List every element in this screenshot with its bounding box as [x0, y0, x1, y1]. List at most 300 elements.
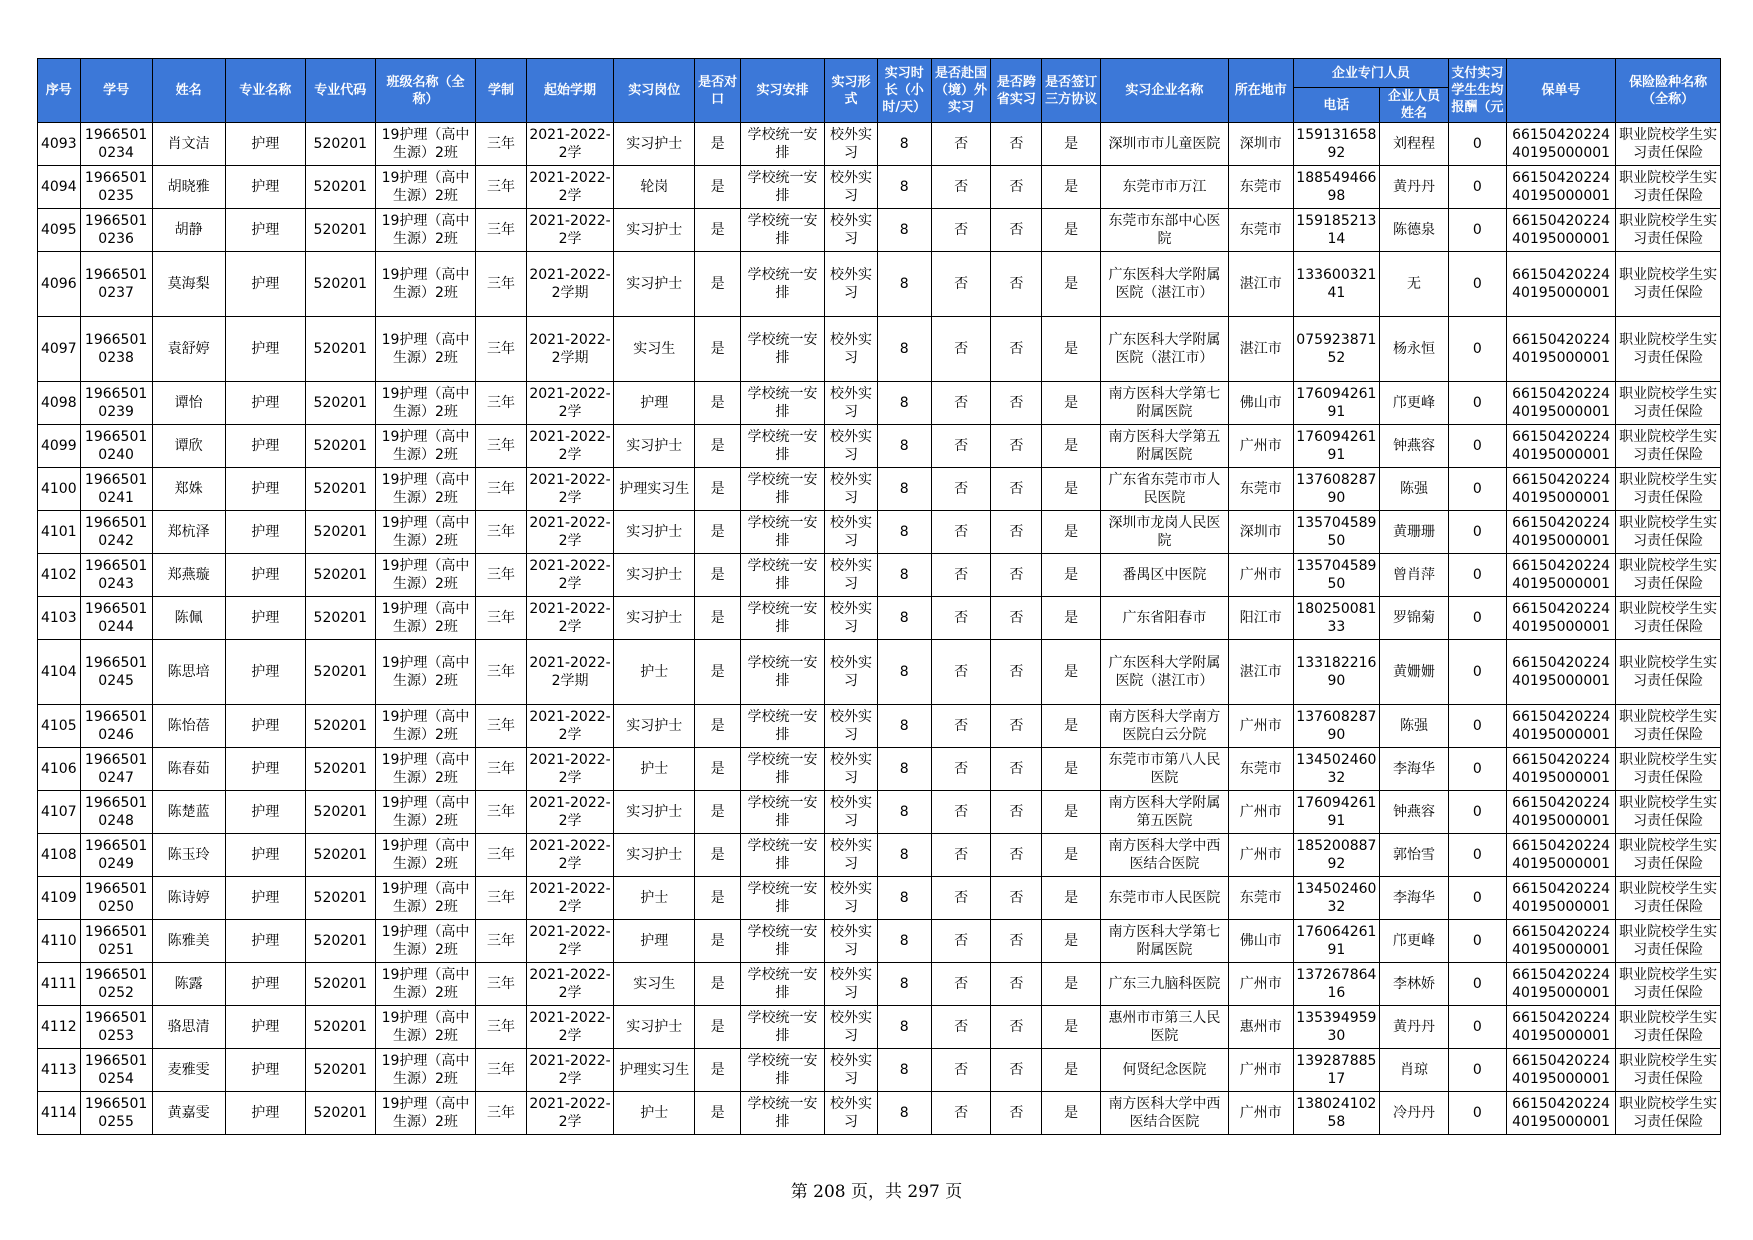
cell-duration: 三年: [476, 468, 527, 511]
cell-phone: 17606426191: [1293, 920, 1379, 963]
cell-form: 校外实习: [825, 1006, 878, 1049]
cell-abroad: 否: [931, 511, 991, 554]
cell-match: 是: [695, 511, 741, 554]
cell-form: 校外实习: [825, 166, 878, 209]
cell-staff-name: 黄珊珊: [1379, 511, 1448, 554]
cell-arrange: 学校统一安排: [740, 1092, 824, 1135]
cell-policy: 6615042022440195000001: [1506, 425, 1616, 468]
cell-cross-province: 否: [991, 317, 1042, 382]
table-row: [38, 317, 1721, 382]
cell-city: 佛山市: [1228, 382, 1293, 425]
cell-hours: 8: [877, 963, 931, 1006]
cell-staff-name: 邝更峰: [1379, 920, 1448, 963]
cell-tripartite: 是: [1042, 963, 1101, 1006]
cell-cross-province: 否: [991, 597, 1042, 640]
cell-tripartite: 是: [1042, 166, 1101, 209]
cell-seq: 4102: [38, 554, 81, 597]
cell-phone: 13928788517: [1293, 1049, 1379, 1092]
cell-match: 是: [695, 877, 741, 920]
cell-seq: 4096: [38, 252, 81, 317]
cell-pay: 0: [1448, 511, 1506, 554]
cell-tripartite: 是: [1042, 1092, 1101, 1135]
cell-hours: 8: [877, 920, 931, 963]
cell-city: 广州市: [1228, 1092, 1293, 1135]
cell-start-term: 2021-2022-2学: [526, 597, 613, 640]
cell-seq: 4105: [38, 705, 81, 748]
table-row: [38, 705, 1721, 748]
cell-staff-name: 曾肖萍: [1379, 554, 1448, 597]
cell-post: 实习护士: [614, 425, 695, 468]
cell-post: 护士: [614, 877, 695, 920]
cell-duration: 三年: [476, 1049, 527, 1092]
cell-cross-province: 否: [991, 468, 1042, 511]
cell-post: 实习护士: [614, 554, 695, 597]
cell-form: 校外实习: [825, 920, 878, 963]
cell-class: 19护理（高中生源）2班: [375, 1049, 475, 1092]
cell-major-code: 520201: [305, 791, 375, 834]
cell-company: 南方医科大学第五附属医院: [1101, 425, 1229, 468]
cell-name: 谭欣: [152, 425, 225, 468]
header-city: 所在地市: [1228, 59, 1293, 123]
cell-pay: 0: [1448, 382, 1506, 425]
cell-major: 护理: [225, 1006, 305, 1049]
cell-pay: 0: [1448, 1006, 1506, 1049]
cell-major: 护理: [225, 1092, 305, 1135]
cell-name: 郑姝: [152, 468, 225, 511]
cell-student-id: 19665010248: [80, 791, 152, 834]
cell-insurance: 职业院校学生实习责任保险: [1616, 963, 1721, 1006]
cell-pay: 0: [1448, 468, 1506, 511]
cell-seq: 4101: [38, 511, 81, 554]
table-row: [38, 468, 1721, 511]
cell-class: 19护理（高中生源）2班: [375, 425, 475, 468]
cell-start-term: 2021-2022-2学: [526, 209, 613, 252]
cell-abroad: 否: [931, 834, 991, 877]
cell-start-term: 2021-2022-2学期: [526, 317, 613, 382]
cell-policy: 6615042022440195000001: [1506, 252, 1616, 317]
cell-phone: 15918521314: [1293, 209, 1379, 252]
cell-start-term: 2021-2022-2学: [526, 834, 613, 877]
cell-duration: 三年: [476, 123, 527, 166]
cell-phone: 18854946698: [1293, 166, 1379, 209]
cell-seq: 4112: [38, 1006, 81, 1049]
cell-tripartite: 是: [1042, 791, 1101, 834]
cell-company: 广东三九脑科医院: [1101, 963, 1229, 1006]
cell-city: 东莞市: [1228, 209, 1293, 252]
cell-staff-name: 郭怡雪: [1379, 834, 1448, 877]
cell-company: 南方医科大学中西医结合医院: [1101, 1092, 1229, 1135]
cell-insurance: 职业院校学生实习责任保险: [1616, 640, 1721, 705]
cell-form: 校外实习: [825, 640, 878, 705]
cell-pay: 0: [1448, 554, 1506, 597]
table-row: [38, 834, 1721, 877]
cell-city: 惠州市: [1228, 1006, 1293, 1049]
cell-hours: 8: [877, 123, 931, 166]
cell-major-code: 520201: [305, 1092, 375, 1135]
cell-pay: 0: [1448, 1092, 1506, 1135]
cell-tripartite: 是: [1042, 640, 1101, 705]
cell-hours: 8: [877, 209, 931, 252]
cell-arrange: 学校统一安排: [740, 597, 824, 640]
cell-policy: 6615042022440195000001: [1506, 597, 1616, 640]
cell-hours: 8: [877, 554, 931, 597]
cell-class: 19护理（高中生源）2班: [375, 920, 475, 963]
cell-cross-province: 否: [991, 877, 1042, 920]
cell-abroad: 否: [931, 1092, 991, 1135]
cell-student-id: 19665010252: [80, 963, 152, 1006]
cell-major-code: 520201: [305, 123, 375, 166]
cell-form: 校外实习: [825, 382, 878, 425]
cell-major: 护理: [225, 468, 305, 511]
cell-staff-name: 陈强: [1379, 705, 1448, 748]
cell-start-term: 2021-2022-2学: [526, 468, 613, 511]
cell-abroad: 否: [931, 748, 991, 791]
cell-hours: 8: [877, 877, 931, 920]
cell-phone: 13760828790: [1293, 705, 1379, 748]
cell-hours: 8: [877, 511, 931, 554]
page-footer: 第 208 页，共 297 页: [790, 1182, 963, 1202]
header-phone: 电话: [1293, 88, 1379, 123]
cell-insurance: 职业院校学生实习责任保险: [1616, 382, 1721, 425]
cell-post: 护士: [614, 748, 695, 791]
cell-start-term: 2021-2022-2学: [526, 554, 613, 597]
cell-student-id: 19665010244: [80, 597, 152, 640]
cell-insurance: 职业院校学生实习责任保险: [1616, 123, 1721, 166]
cell-seq: 4100: [38, 468, 81, 511]
cell-city: 深圳市: [1228, 123, 1293, 166]
cell-cross-province: 否: [991, 1049, 1042, 1092]
cell-major: 护理: [225, 640, 305, 705]
cell-student-id: 19665010240: [80, 425, 152, 468]
header-abroad: 是否赴国（境）外实习: [931, 59, 991, 123]
cell-start-term: 2021-2022-2学: [526, 791, 613, 834]
cell-duration: 三年: [476, 1092, 527, 1135]
cell-hours: 8: [877, 1092, 931, 1135]
cell-seq: 4107: [38, 791, 81, 834]
cell-class: 19护理（高中生源）2班: [375, 554, 475, 597]
cell-phone: 13570458950: [1293, 511, 1379, 554]
cell-match: 是: [695, 425, 741, 468]
cell-match: 是: [695, 963, 741, 1006]
cell-match: 是: [695, 209, 741, 252]
cell-tripartite: 是: [1042, 382, 1101, 425]
cell-phone: 13450246032: [1293, 748, 1379, 791]
cell-insurance: 职业院校学生实习责任保险: [1616, 1049, 1721, 1092]
cell-duration: 三年: [476, 1006, 527, 1049]
table-row: [38, 1092, 1721, 1135]
table-row: [38, 791, 1721, 834]
cell-hours: 8: [877, 425, 931, 468]
cell-staff-name: 黄丹丹: [1379, 1006, 1448, 1049]
header-match: 是否对口: [695, 59, 741, 123]
cell-policy: 6615042022440195000001: [1506, 209, 1616, 252]
cell-abroad: 否: [931, 209, 991, 252]
cell-post: 护士: [614, 1092, 695, 1135]
cell-arrange: 学校统一安排: [740, 166, 824, 209]
cell-insurance: 职业院校学生实习责任保险: [1616, 748, 1721, 791]
cell-class: 19护理（高中生源）2班: [375, 705, 475, 748]
cell-major-code: 520201: [305, 920, 375, 963]
cell-company: 东莞市东部中心医院: [1101, 209, 1229, 252]
cell-class: 19护理（高中生源）2班: [375, 511, 475, 554]
cell-name: 胡静: [152, 209, 225, 252]
cell-policy: 6615042022440195000001: [1506, 877, 1616, 920]
cell-arrange: 学校统一安排: [740, 963, 824, 1006]
cell-major-code: 520201: [305, 425, 375, 468]
cell-major-code: 520201: [305, 597, 375, 640]
cell-arrange: 学校统一安排: [740, 791, 824, 834]
cell-major: 护理: [225, 877, 305, 920]
cell-city: 广州市: [1228, 963, 1293, 1006]
cell-city: 东莞市: [1228, 748, 1293, 791]
cell-city: 湛江市: [1228, 640, 1293, 705]
cell-company: 广东医科大学附属医院（湛江市）: [1101, 252, 1229, 317]
cell-class: 19护理（高中生源）2班: [375, 834, 475, 877]
cell-major-code: 520201: [305, 877, 375, 920]
cell-hours: 8: [877, 468, 931, 511]
cell-staff-name: 罗锦菊: [1379, 597, 1448, 640]
cell-class: 19护理（高中生源）2班: [375, 597, 475, 640]
cell-major: 护理: [225, 834, 305, 877]
cell-abroad: 否: [931, 963, 991, 1006]
cell-city: 广州市: [1228, 1049, 1293, 1092]
table-row: [38, 963, 1721, 1006]
cell-phone: 13570458950: [1293, 554, 1379, 597]
cell-arrange: 学校统一安排: [740, 511, 824, 554]
cell-arrange: 学校统一安排: [740, 920, 824, 963]
table-row: [38, 554, 1721, 597]
cell-tripartite: 是: [1042, 834, 1101, 877]
internship-table: [37, 58, 1721, 1135]
cell-student-id: 19665010234: [80, 123, 152, 166]
cell-start-term: 2021-2022-2学: [526, 748, 613, 791]
cell-hours: 8: [877, 1006, 931, 1049]
cell-post: 实习护士: [614, 597, 695, 640]
cell-policy: 6615042022440195000001: [1506, 748, 1616, 791]
cell-start-term: 2021-2022-2学: [526, 382, 613, 425]
cell-class: 19护理（高中生源）2班: [375, 1006, 475, 1049]
cell-cross-province: 否: [991, 209, 1042, 252]
cell-policy: 6615042022440195000001: [1506, 640, 1616, 705]
cell-form: 校外实习: [825, 1049, 878, 1092]
cell-match: 是: [695, 1006, 741, 1049]
cell-tripartite: 是: [1042, 209, 1101, 252]
cell-match: 是: [695, 123, 741, 166]
cell-arrange: 学校统一安排: [740, 1006, 824, 1049]
cell-policy: 6615042022440195000001: [1506, 511, 1616, 554]
cell-form: 校外实习: [825, 1092, 878, 1135]
cell-company: 南方医科大学南方医院白云分院: [1101, 705, 1229, 748]
header-insurance: 保险险种名称（全称）: [1616, 59, 1721, 123]
cell-tripartite: 是: [1042, 705, 1101, 748]
cell-student-id: 19665010237: [80, 252, 152, 317]
cell-post: 护理: [614, 920, 695, 963]
table-row: [38, 382, 1721, 425]
cell-pay: 0: [1448, 597, 1506, 640]
cell-class: 19护理（高中生源）2班: [375, 468, 475, 511]
cell-pay: 0: [1448, 920, 1506, 963]
cell-name: 陈玉玲: [152, 834, 225, 877]
cell-student-id: 19665010254: [80, 1049, 152, 1092]
header-row-1: [38, 59, 1721, 88]
cell-cross-province: 否: [991, 1006, 1042, 1049]
cell-tripartite: 是: [1042, 554, 1101, 597]
cell-policy: 6615042022440195000001: [1506, 791, 1616, 834]
cell-major: 护理: [225, 920, 305, 963]
cell-insurance: 职业院校学生实习责任保险: [1616, 1006, 1721, 1049]
cell-arrange: 学校统一安排: [740, 252, 824, 317]
cell-start-term: 2021-2022-2学: [526, 425, 613, 468]
cell-match: 是: [695, 252, 741, 317]
cell-post: 实习护士: [614, 252, 695, 317]
cell-abroad: 否: [931, 920, 991, 963]
cell-duration: 三年: [476, 597, 527, 640]
cell-cross-province: 否: [991, 554, 1042, 597]
cell-arrange: 学校统一安排: [740, 748, 824, 791]
cell-cross-province: 否: [991, 748, 1042, 791]
cell-tripartite: 是: [1042, 317, 1101, 382]
cell-abroad: 否: [931, 425, 991, 468]
cell-seq: 4113: [38, 1049, 81, 1092]
cell-phone: 07592387152: [1293, 317, 1379, 382]
cell-name: 骆思清: [152, 1006, 225, 1049]
cell-duration: 三年: [476, 963, 527, 1006]
cell-city: 广州市: [1228, 705, 1293, 748]
cell-cross-province: 否: [991, 252, 1042, 317]
cell-student-id: 19665010255: [80, 1092, 152, 1135]
cell-staff-name: 杨永恒: [1379, 317, 1448, 382]
table-row: [38, 252, 1721, 317]
cell-staff-name: 钟燕容: [1379, 791, 1448, 834]
header-class: 班级名称（全称）: [375, 59, 475, 123]
cell-student-id: 19665010243: [80, 554, 152, 597]
cell-post: 轮岗: [614, 166, 695, 209]
cell-phone: 17609426191: [1293, 382, 1379, 425]
cell-city: 广州市: [1228, 554, 1293, 597]
cell-tripartite: 是: [1042, 252, 1101, 317]
cell-arrange: 学校统一安排: [740, 317, 824, 382]
cell-duration: 三年: [476, 920, 527, 963]
cell-duration: 三年: [476, 705, 527, 748]
cell-major-code: 520201: [305, 1006, 375, 1049]
cell-major: 护理: [225, 252, 305, 317]
cell-form: 校外实习: [825, 209, 878, 252]
header-tripartite: 是否签订三方协议: [1042, 59, 1101, 123]
cell-phone: 17609426191: [1293, 425, 1379, 468]
cell-staff-name: 李海华: [1379, 748, 1448, 791]
table-row: [38, 1049, 1721, 1092]
cell-major: 护理: [225, 597, 305, 640]
cell-city: 东莞市: [1228, 468, 1293, 511]
cell-abroad: 否: [931, 317, 991, 382]
cell-major: 护理: [225, 425, 305, 468]
cell-policy: 6615042022440195000001: [1506, 963, 1616, 1006]
cell-insurance: 职业院校学生实习责任保险: [1616, 425, 1721, 468]
cell-major: 护理: [225, 123, 305, 166]
cell-cross-province: 否: [991, 640, 1042, 705]
cell-phone: 15913165892: [1293, 123, 1379, 166]
cell-tripartite: 是: [1042, 877, 1101, 920]
cell-company: 深圳市龙岗人民医院: [1101, 511, 1229, 554]
cell-form: 校外实习: [825, 705, 878, 748]
cell-class: 19护理（高中生源）2班: [375, 166, 475, 209]
cell-city: 深圳市: [1228, 511, 1293, 554]
cell-insurance: 职业院校学生实习责任保险: [1616, 877, 1721, 920]
cell-post: 实习护士: [614, 834, 695, 877]
cell-post: 实习护士: [614, 705, 695, 748]
cell-staff-name: 陈强: [1379, 468, 1448, 511]
cell-city: 广州市: [1228, 791, 1293, 834]
cell-insurance: 职业院校学生实习责任保险: [1616, 511, 1721, 554]
cell-start-term: 2021-2022-2学: [526, 877, 613, 920]
cell-pay: 0: [1448, 834, 1506, 877]
cell-major: 护理: [225, 166, 305, 209]
cell-duration: 三年: [476, 252, 527, 317]
cell-hours: 8: [877, 252, 931, 317]
cell-company: 广东省阳春市: [1101, 597, 1229, 640]
cell-arrange: 学校统一安排: [740, 640, 824, 705]
cell-major-code: 520201: [305, 1049, 375, 1092]
cell-class: 19护理（高中生源）2班: [375, 317, 475, 382]
header-start-term: 起始学期: [526, 59, 613, 123]
cell-arrange: 学校统一安排: [740, 1049, 824, 1092]
cell-major-code: 520201: [305, 705, 375, 748]
cell-cross-province: 否: [991, 920, 1042, 963]
cell-pay: 0: [1448, 166, 1506, 209]
cell-pay: 0: [1448, 705, 1506, 748]
cell-match: 是: [695, 791, 741, 834]
cell-match: 是: [695, 468, 741, 511]
cell-tripartite: 是: [1042, 920, 1101, 963]
cell-post: 实习护士: [614, 511, 695, 554]
cell-staff-name: 黄姗姗: [1379, 640, 1448, 705]
cell-form: 校外实习: [825, 511, 878, 554]
cell-match: 是: [695, 748, 741, 791]
cell-phone: 13760828790: [1293, 468, 1379, 511]
cell-start-term: 2021-2022-2学: [526, 1049, 613, 1092]
cell-match: 是: [695, 597, 741, 640]
cell-major: 护理: [225, 511, 305, 554]
cell-seq: 4114: [38, 1092, 81, 1135]
cell-major: 护理: [225, 963, 305, 1006]
cell-match: 是: [695, 1092, 741, 1135]
cell-tripartite: 是: [1042, 1006, 1101, 1049]
cell-insurance: 职业院校学生实习责任保险: [1616, 166, 1721, 209]
cell-start-term: 2021-2022-2学: [526, 705, 613, 748]
cell-major-code: 520201: [305, 640, 375, 705]
cell-major: 护理: [225, 382, 305, 425]
cell-major: 护理: [225, 705, 305, 748]
cell-insurance: 职业院校学生实习责任保险: [1616, 597, 1721, 640]
header-major-code: 专业代码: [305, 59, 375, 123]
cell-match: 是: [695, 166, 741, 209]
cell-policy: 6615042022440195000001: [1506, 166, 1616, 209]
cell-arrange: 学校统一安排: [740, 834, 824, 877]
cell-class: 19护理（高中生源）2班: [375, 640, 475, 705]
cell-policy: 6615042022440195000001: [1506, 382, 1616, 425]
cell-pay: 0: [1448, 791, 1506, 834]
cell-staff-name: 冷丹丹: [1379, 1092, 1448, 1135]
cell-form: 校外实习: [825, 317, 878, 382]
cell-staff-name: 邝更峰: [1379, 382, 1448, 425]
cell-policy: 6615042022440195000001: [1506, 920, 1616, 963]
cell-company: 番禺区中医院: [1101, 554, 1229, 597]
cell-abroad: 否: [931, 1006, 991, 1049]
cell-seq: 4098: [38, 382, 81, 425]
cell-form: 校外实习: [825, 963, 878, 1006]
cell-major: 护理: [225, 1049, 305, 1092]
cell-cross-province: 否: [991, 123, 1042, 166]
